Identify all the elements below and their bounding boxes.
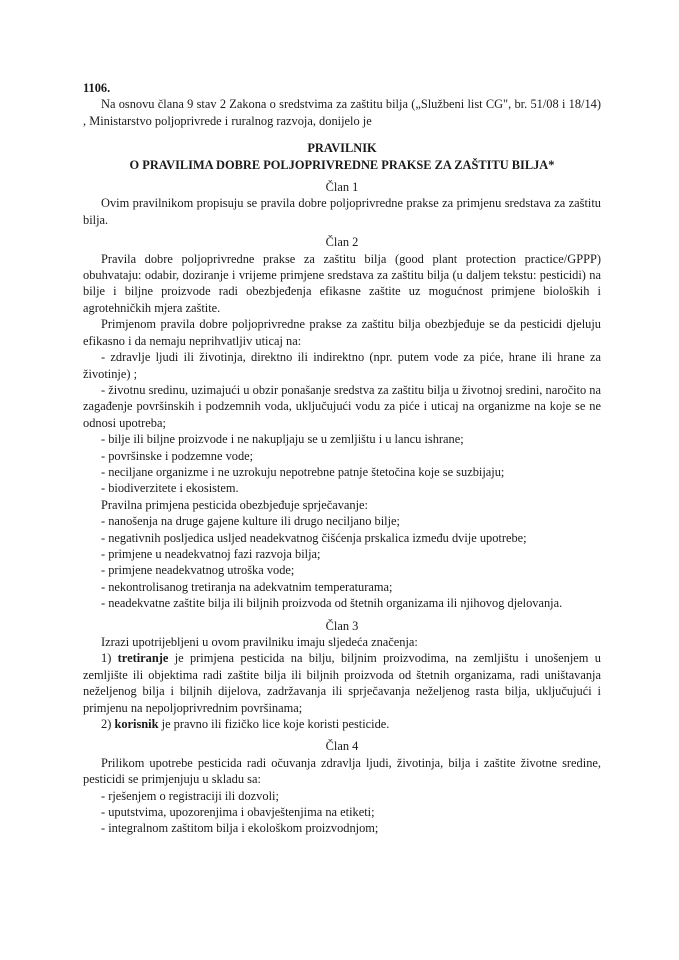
article-1-text: Ovim pravilnikom propisuju se pravila dobre poljoprivredne prakse za primjenu sredstava za zaštitu bilja. (83, 196, 601, 227)
list-item: - primjene neadekvatnog utroška vode; (101, 563, 295, 578)
definition-2-text: je pravno ili fizičko lice koje koristi pesticide. (161, 717, 390, 732)
definition-2-term: korisnik (114, 717, 159, 732)
article-4-heading: Član 4 (325, 739, 359, 754)
article-2-paragraph-1: Pravila dobre poljoprivredne prakse za zaštitu bilja (good plant protection practice/GPPP) obuhvataju: odabir, doziranje i vrijeme primjene sredstava za zaštitu bilja (u daljem tekstu: pesticidi) na bilje i biljne proizvode radi obezbjeđenja efikasne zaštite uz mogućnost primjene bioloških i agrotehničkih mjera zaštite. (83, 251, 601, 315)
list-item: - nanošenja na druge gajene kulture ili drugo neciljano bilje; (101, 514, 400, 529)
document-number: 1106. (83, 81, 111, 95)
list-item: - uputstvima, upozorenjima i obavještenjima na etiketi; (101, 805, 375, 820)
article-1-heading: Član 1 (325, 180, 359, 195)
definition-1-number: 1) (101, 651, 112, 666)
list-item: - biodiverzitete i ekosistem. (101, 481, 239, 496)
article-4-paragraph-1: Prilikom upotrebe pesticida radi očuvanja zdravlja ljudi, životinja, bilja i zaštite životne sredine, pesticidi se primjenjuju u skladu sa: (83, 755, 601, 787)
article-2-paragraph-2: Primjenom pravila dobre poljoprivredne prakse za zaštitu bilja obezbjeđuje se da pesticidi djeluju efikasno i da nemaju neprihvatljiv uticaj na: (83, 317, 601, 348)
definition-1 (83, 650, 601, 716)
list-item: - neciljane organizme i ne uzrokuju nepotrebne patnje štetočina koje se suzbijaju; (101, 464, 505, 479)
list-item: - životnu sredinu, uzimajući u obzir ponašanje sredstva za zaštitu bilja u životnoj sredini, naročito na zagađenje površinskih i podzemnih voda, uključujući vodu za piće i uticaj na organizme na koje se ne odnosi upotreba; (83, 382, 601, 430)
title-line-2: O PRAVILIMA DOBRE POLJOPRIVREDNE PRAKSE ZA ZAŠTITU BILJA* (129, 157, 555, 172)
article-3-intro: Izrazi upotrijebljeni u ovom pravilniku imaju sljedeća značenja: (101, 635, 418, 649)
article-3-heading: Član 3 (325, 618, 359, 633)
list-item: - primjene u neadekvatnoj fazi razvoja bilja; (101, 546, 321, 561)
list-item: - površinske i podzemne vode; (101, 448, 254, 463)
article-2-heading: Član 2 (325, 235, 359, 250)
list-item: - neadekvatne zaštite bilja ili biljnih proizvoda od štetnih organizama ili njihovog djelovanja. (101, 596, 563, 611)
list-item: - rješenjem o registraciji ili dozvoli; (101, 788, 279, 803)
list-item: - negativnih posljedica usljed neadekvatnog čišćenja prskalica između dvije upotrebe; (101, 530, 527, 545)
definition-2-number: 2) (101, 717, 112, 732)
definition-1-text: je primjena pesticida na bilju, biljnim proizvodima, na zemljištu i unošenjem u zemljište ili objektima radi zaštite bilja ili biljnih proizvoda od štetnih organizama, radi uništavanja neželjenog bilja i biljnih dijelova, zadržavanja ili sprječavanja neželjenog rasta bilja, uključujući i primjenu na nepoljoprivrednim površinama; (83, 651, 601, 715)
list-item: - bilje ili biljne proizvode i ne nakupljaju se u zemljištu i u lancu ishrane; (101, 432, 464, 447)
list-item: - zdravlje ljudi ili životinja, direktno ili indirektno (npr. putem vode za piće, hrane ili hrane za životinje) ; (83, 350, 601, 381)
list-item: - integralnom zaštitom bilja i ekološkom proizvodnjom; (101, 821, 379, 836)
list-item: - nekontrolisanog tretiranja na adekvatnim temperaturama; (101, 579, 393, 594)
definition-2 (83, 716, 601, 732)
definition-1-term: tretiranje (117, 651, 169, 666)
article-2-paragraph-3: Pravilna primjena pesticida obezbjeđuje sprječavanje: (101, 497, 368, 512)
document-body (83, 80, 601, 837)
title-line-1: PRAVILNIK (307, 141, 377, 156)
preamble: Na osnovu člana 9 stav 2 Zakona o sredstvima za zaštitu bilja („Službeni list CG", br. 51/08 i 18/14) , Ministarstvo poljoprivrede i ruralnog razvoja, donijelo je (83, 97, 601, 128)
